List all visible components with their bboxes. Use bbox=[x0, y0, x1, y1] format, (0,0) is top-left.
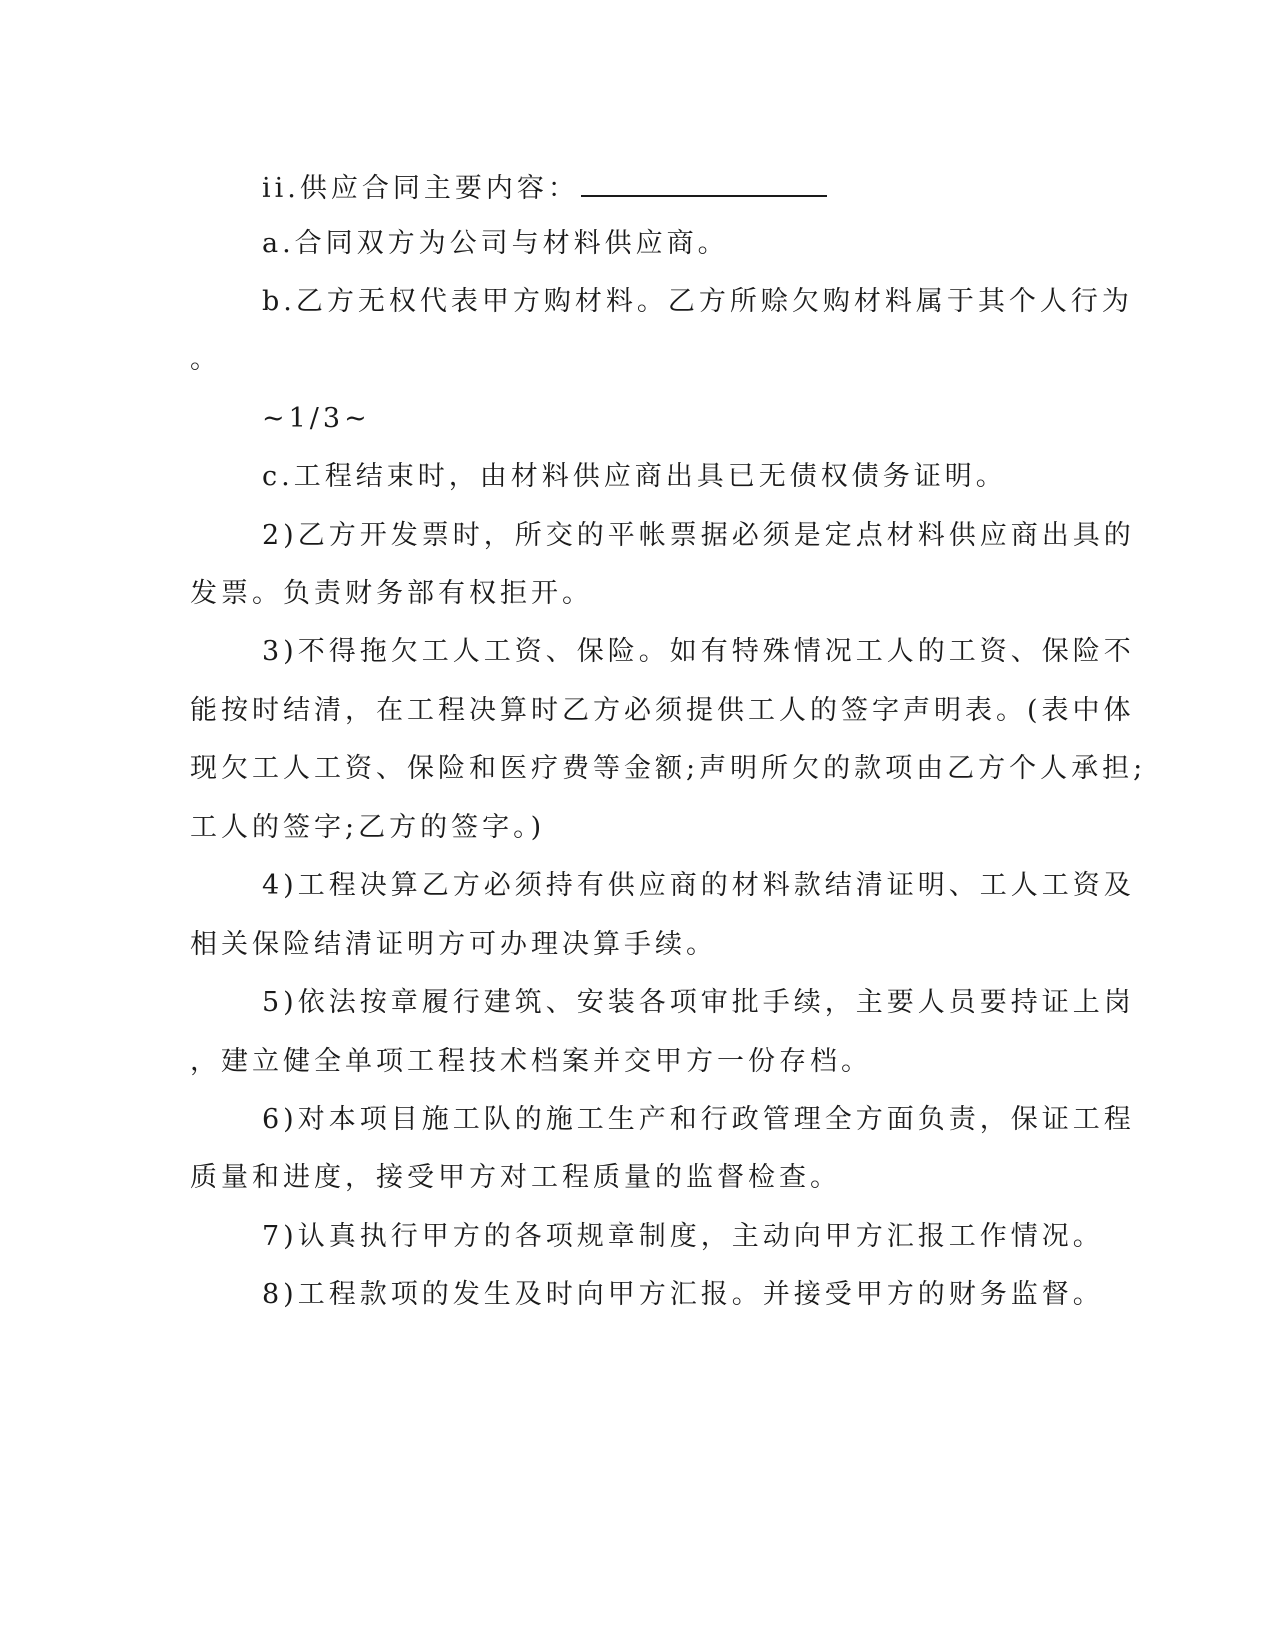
paragraph-line: c.工程结束时，由材料供应商出具已无债权债务证明。 bbox=[262, 461, 1007, 492]
paragraph-line: 工人的签字;乙方的签字。) bbox=[190, 812, 546, 843]
paragraph-line: a.合同双方为公司与材料供应商。 bbox=[262, 228, 729, 259]
page-number: ~1/3~ bbox=[262, 403, 371, 434]
paragraph-line: 质量和进度，接受甲方对工程质量的监督检查。 bbox=[190, 1162, 841, 1193]
supply-contract-heading: ii.供应合同主要内容： bbox=[262, 169, 1162, 207]
paragraph-line: 4)工程决算乙方必须持有供应商的材料款结清证明、工人工资及 bbox=[262, 870, 1135, 901]
paragraph-line: 相关保险结清证明方可办理决算手续。 bbox=[190, 929, 717, 960]
paragraph-line: 8)工程款项的发生及时向甲方汇报。并接受甲方的财务监督。 bbox=[262, 1279, 1104, 1310]
paragraph-line: 。 bbox=[190, 344, 221, 375]
paragraph-line: 7)认真执行甲方的各项规章制度，主动向甲方汇报工作情况。 bbox=[262, 1221, 1104, 1252]
paragraph-line: 能按时结清，在工程决算时乙方必须提供工人的签字声明表。(表中体 bbox=[190, 695, 1135, 726]
blank-fill-line bbox=[581, 169, 827, 197]
paragraph-line: 2)乙方开发票时，所交的平帐票据必须是定点材料供应商出具的 bbox=[262, 520, 1135, 551]
paragraph-line: 3)不得拖欠工人工资、保险。如有特殊情况工人的工资、保险不 bbox=[262, 636, 1135, 667]
paragraph-line: 发票。负责财务部有权拒开。 bbox=[190, 578, 593, 609]
paragraph-line: 6)对本项目施工队的施工生产和行政管理全方面负责，保证工程 bbox=[262, 1104, 1135, 1135]
paragraph-line: b.乙方无权代表甲方购材料。乙方所赊欠购材料属于其个人行为 bbox=[262, 286, 1133, 317]
paragraph-line: 5)依法按章履行建筑、安装各项审批手续，主要人员要持证上岗 bbox=[262, 987, 1135, 1018]
paragraph-line: ，建立健全单项工程技术档案并交甲方一份存档。 bbox=[190, 1046, 872, 1077]
paragraph-line: 现欠工人工资、保险和医疗费等金额;声明所欠的款项由乙方个人承担; bbox=[190, 753, 1147, 784]
